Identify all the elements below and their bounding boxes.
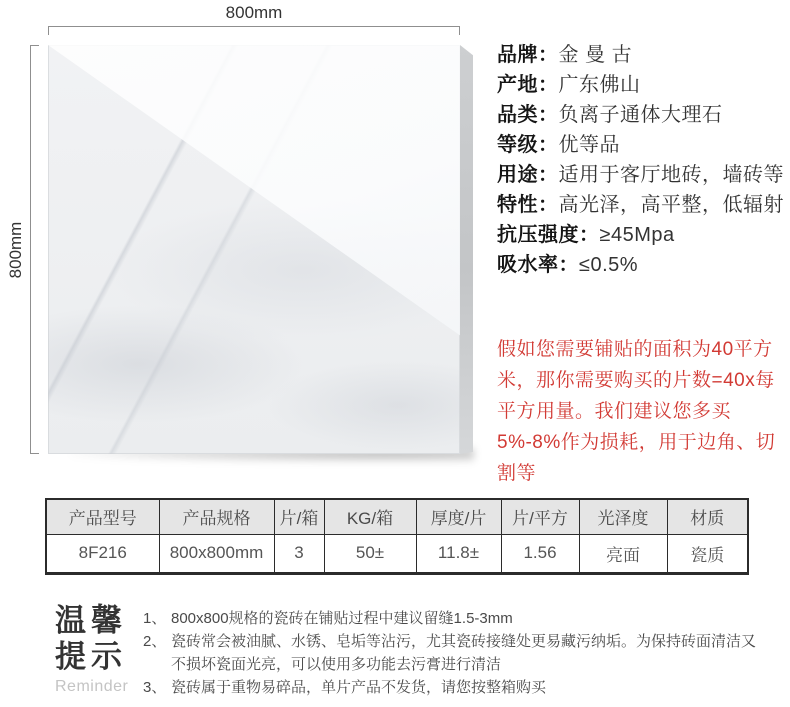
note-text: 瓷砖常会被油腻、水锈、皂垢等沾污，尤其瓷砖接缝处更易藏污纳垢。为保持砖面清洁又不损坏瓷面光亮，可以使用多功能去污膏进行清洁 (171, 633, 757, 673)
spec-list (497, 40, 790, 280)
col-header-material: 材质 (667, 499, 748, 534)
spec-row-grade (497, 130, 790, 160)
col-header-model: 产品型号 (46, 499, 159, 534)
cell-model: 8F216 (46, 534, 159, 573)
purchase-tip-text: 假如您需要铺贴的面积为40平方米，那你需要购买的片数=40x每平方用量。我们建议您多买5%-8%作为损耗，用于边角、切割等 (497, 339, 776, 484)
spec-value: ≤0.5% (579, 254, 639, 276)
col-header-pieces-per-box: 片/箱 (274, 499, 324, 534)
spec-label: 品类： (497, 104, 559, 126)
spec-row-compressive-strength (497, 220, 790, 250)
cell-thickness: 11.8± (416, 534, 501, 573)
spec-table (45, 498, 749, 575)
spec-label: 产地： (497, 74, 559, 96)
col-header-size: 产品规格 (159, 499, 274, 534)
spec-table-data-row (46, 534, 748, 573)
spec-label: 特性： (497, 194, 559, 216)
spec-value: 适用于客厅地砖，墙砖等 (558, 164, 784, 186)
tile-side-face (460, 45, 473, 454)
cell-gloss: 亮面 (579, 534, 667, 573)
note-text: 瓷砖属于重物易碎品，单片产品不发货，请您按整箱购买 (171, 679, 547, 696)
cell-material: 瓷质 (667, 534, 748, 573)
spec-row-water-absorption (497, 250, 790, 280)
note-number: 3、 (143, 679, 167, 696)
cell-kg-per-box: 50± (324, 534, 416, 573)
tile-product-image (48, 45, 460, 454)
spec-label: 抗压强度： (497, 224, 600, 246)
dimension-height-label: 800mm (6, 221, 25, 279)
note-text: 800x800规格的瓷砖在铺贴过程中建议留缝1.5-3mm (171, 610, 513, 627)
cell-pieces-per-sqm: 1.56 (501, 534, 579, 573)
spec-value: 金 曼 古 (558, 44, 633, 66)
dimension-height-line (30, 45, 39, 454)
spec-value: 优等品 (558, 134, 620, 156)
col-header-gloss: 光泽度 (579, 499, 667, 534)
reminder-note-1 (143, 607, 757, 630)
spec-row-origin (497, 70, 790, 100)
spec-label: 等级： (497, 134, 559, 156)
dimension-width-line (48, 26, 460, 35)
cell-pieces-per-box: 3 (274, 534, 324, 573)
spec-value: 广东佛山 (558, 74, 641, 96)
dimension-width-label: 800mm (225, 3, 283, 22)
col-header-kg-per-box: KG/箱 (324, 499, 416, 534)
cell-size: 800x800mm (159, 534, 274, 573)
col-header-pieces-per-sqm: 片/平方 (501, 499, 579, 534)
reminder-title (55, 603, 145, 696)
note-number: 2、 (143, 633, 167, 650)
reminder-title-line1: 温馨 (55, 603, 127, 638)
reminder-note-3 (143, 676, 757, 699)
col-header-thickness: 厚度/片 (416, 499, 501, 534)
spec-row-category (497, 100, 790, 130)
spec-row-features (497, 190, 790, 220)
spec-value: 高光泽，高平整，低辐射 (558, 194, 784, 216)
spec-value: 负离子通体大理石 (558, 104, 723, 126)
spec-label: 品牌： (497, 44, 559, 66)
spec-label: 用途： (497, 164, 559, 186)
note-number: 1、 (143, 610, 167, 627)
spec-label: 吸水率： (497, 254, 579, 276)
reminder-title-line2: 提示 (55, 639, 127, 674)
spec-row-brand (497, 40, 790, 70)
spec-row-usage (497, 160, 790, 190)
reminder-notes (143, 607, 757, 699)
spec-value: ≥45Mpa (599, 224, 675, 246)
spec-table-header-row (46, 499, 748, 534)
tile-gloss-reflection (48, 45, 460, 454)
reminder-subtitle: Reminder (55, 678, 129, 695)
reminder-note-2 (143, 630, 757, 676)
